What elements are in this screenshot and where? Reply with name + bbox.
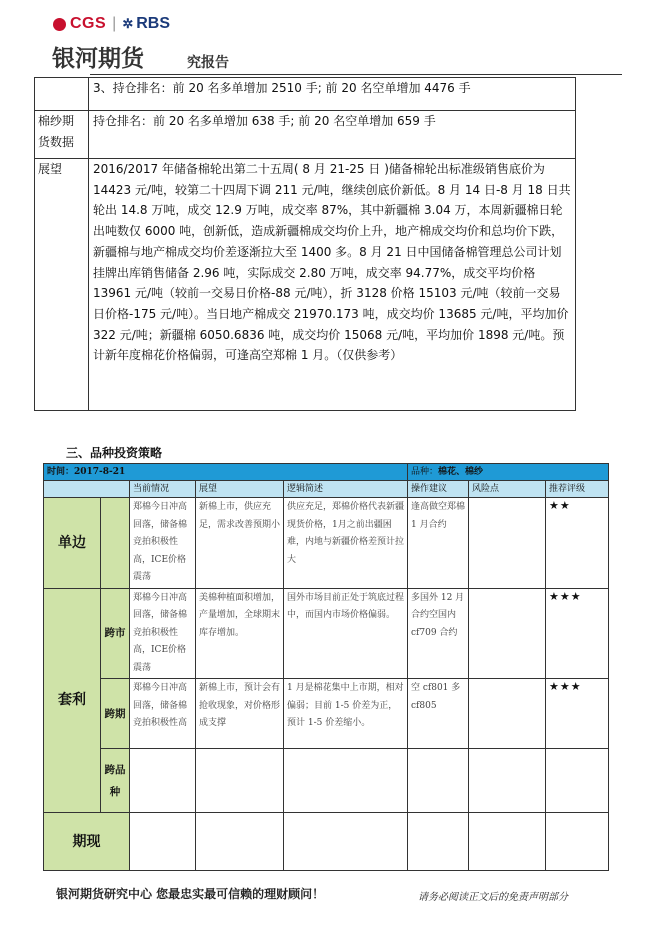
risk-cell <box>469 679 546 749</box>
rating-cell: ★★★ <box>546 588 609 679</box>
section-title: 三、品种投资策略 <box>66 446 163 460</box>
current-cell <box>130 749 196 813</box>
market-data-table <box>34 77 576 411</box>
cgs-logo-icon <box>53 18 66 31</box>
table-row <box>44 588 609 679</box>
group-arbitrage: 套利 <box>44 588 101 813</box>
current-cell: 郑棉今日冲高回落，储备棉竞拍积极性高，ICE价格震荡 <box>130 498 196 589</box>
row-label <box>35 78 89 111</box>
logic-cell <box>284 749 408 813</box>
rbs-logo-icon: ✲ <box>122 16 134 31</box>
table-row <box>44 498 609 589</box>
rating-cell: ★★★ <box>546 679 609 749</box>
rating-cell: ★★ <box>546 498 609 589</box>
col-current: 当前情况 <box>130 481 196 498</box>
rating-cell <box>546 749 609 813</box>
advice-cell <box>408 749 469 813</box>
logic-cell: 1 月是棉花集中上市期，相对偏弱；目前 1-5 价差为正，预计 1-5 价差缩小。 <box>284 679 408 749</box>
logo-cgs-text: CGS <box>70 15 107 32</box>
table-row <box>44 813 609 871</box>
table-row <box>44 749 609 813</box>
outlook-text: 2016/2017 年储备棉轮出第二十五周( 8 月 21-25 日 )储备棉轮出标准级销售底价为 14423 元/吨，较第二十四周下调 211 元/吨，继续创底价新低。8 月 14 日-8 月 18 日共轮出 14.8 万吨，成交 12.9 万吨，成交率 87%，其中新疆棉 3.04 万，本周新疆棉日轮出吨数仅 6000 吨，创新低，造成新疆棉成交均价上升，地产棉成交均价和总均价下跌，新疆棉与地产棉成交均价差逐渐拉大至 1400 多。8 月 21 日中国储备棉管理总公司计划挂牌出库销售储备 2.96 吨，实际成交 2.80 万吨，成交率 94.77%，成交平均价格 13961 元/吨（较前一交易日价格-88 元/吨），折 3128 价格 15103 元/吨（较前一交易日价格-175 元/吨）。当日地产棉成交 21970.173 吨，成交均价 13685 元/吨，平均加价 322 元/吨；新疆棉 6050.6836 吨，成交均价 15068 元/吨，平均加价 1898 元/吨。预计新年度棉花价格偏弱，可逢高空郑棉 1 月。（仅供参考） <box>89 159 576 411</box>
row-label-cotton-yarn: 棉纱期货数据 <box>35 111 89 159</box>
outlook-cell: 美棉种植面积增加，产量增加，全球期末库存增加。 <box>196 588 284 679</box>
advice-cell: 逢高做空郑棉 1 月合约 <box>408 498 469 589</box>
date-cell: 时间：2017-8-21 <box>44 464 408 481</box>
current-cell: 郑棉今日冲高回落，储备棉竞拍积极性高，ICE价格震荡 <box>130 588 196 679</box>
outlook-cell: 新棉上市，预计会有抢收现象，对价格形成支撑 <box>196 679 284 749</box>
risk-cell <box>469 588 546 679</box>
group-futures-spot: 期现 <box>44 813 130 871</box>
table-row <box>35 111 576 159</box>
brand-title: 银河期货 <box>52 46 144 72</box>
col-advice: 操作建议 <box>408 481 469 498</box>
footer-disclaimer: 请务必阅读正文后的免责声明部分 <box>418 892 568 903</box>
row-label-outlook: 展望 <box>35 159 89 411</box>
col-rating: 推荐评级 <box>546 481 609 498</box>
strategy-table <box>43 463 609 871</box>
table-row <box>44 679 609 749</box>
logo-separator: | <box>112 15 117 32</box>
col-logic: 逻辑简述 <box>284 481 408 498</box>
advice-cell <box>408 813 469 871</box>
logic-cell: 国外市场目前正处于筑底过程中，而国内市场价格偏弱。 <box>284 588 408 679</box>
report-type: 究报告 <box>187 55 229 71</box>
advice-cell: 空 cf801 多 cf805 <box>408 679 469 749</box>
variety-cell: 品种：棉花、棉纱 <box>408 464 609 481</box>
outlook-cell <box>196 813 284 871</box>
footer-slogan: 银河期货研究中心 您最忠实最可信赖的理财顾问！ <box>56 887 325 901</box>
col-outlook: 展望 <box>196 481 284 498</box>
current-cell <box>130 813 196 871</box>
risk-cell <box>469 498 546 589</box>
col-risk: 风险点 <box>469 481 546 498</box>
sub-label-cross-period: 跨期 <box>101 679 130 749</box>
outlook-cell <box>196 749 284 813</box>
risk-cell <box>469 813 546 871</box>
table-row <box>35 159 576 411</box>
logo-rbs-text: RBS <box>136 15 171 32</box>
sub-label-cross-market: 跨市 <box>101 588 130 679</box>
logic-cell: 供应充足，郑棉价格代表新疆现货价格，1月之前出疆困难，内地与新疆价格差预计拉大 <box>284 498 408 589</box>
table-row <box>35 78 576 111</box>
header-divider <box>90 74 622 75</box>
logic-cell <box>284 813 408 871</box>
strategy-header-row <box>44 481 609 498</box>
risk-cell <box>469 749 546 813</box>
advice-cell: 多国外 12 月合约空国内 cf709 合约 <box>408 588 469 679</box>
company-logo <box>53 14 170 34</box>
sub-label <box>101 498 130 589</box>
strategy-title-row <box>44 464 609 481</box>
rating-cell <box>546 813 609 871</box>
yarn-ranking-text: 持仓排名：前 20 名多单增加 638 手; 前 20 名空单增加 659 手 <box>89 111 576 159</box>
current-cell: 郑棉今日冲高回落，储备棉竞拍积极性高 <box>130 679 196 749</box>
position-ranking-text: 3、持仓排名：前 20 名多单增加 2510 手; 前 20 名空单增加 4476 手 <box>89 78 576 111</box>
group-single: 单边 <box>44 498 101 589</box>
outlook-cell: 新棉上市，供应充足，需求改善预期小 <box>196 498 284 589</box>
sub-label-cross-variety: 跨品种 <box>101 749 130 813</box>
